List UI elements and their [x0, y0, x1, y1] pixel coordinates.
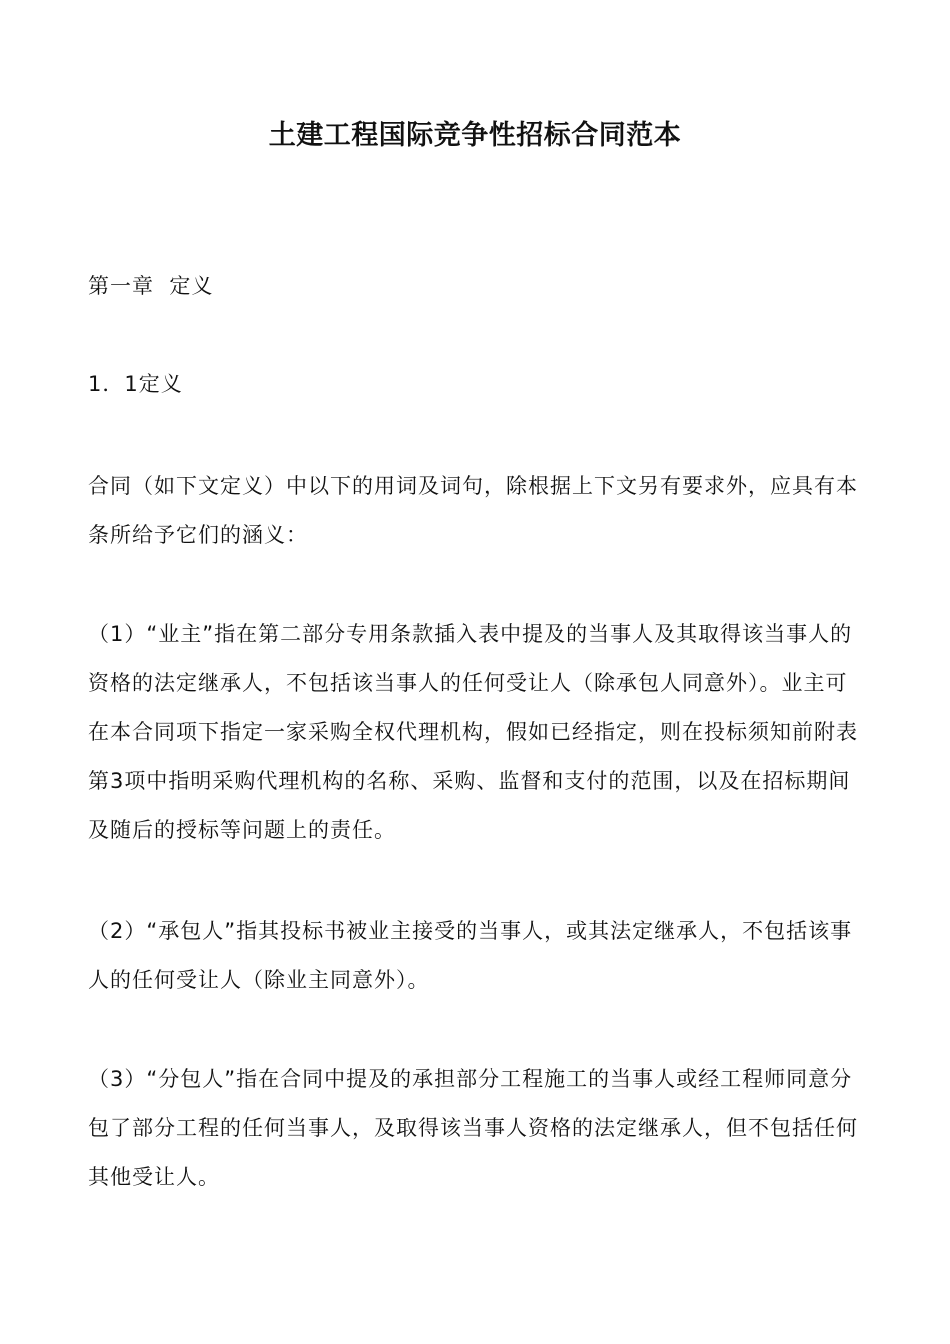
chapter-heading: 第一章 定义 — [88, 274, 214, 298]
definition-paragraph-subcontractor: （3）“分包人”指在合同中提及的承担部分工程施工的当事人或经工程师同意分包了部分工程的任何当事人，及取得该当事人资格的法定继承人，但不包括任何其他受让人。 — [88, 1067, 858, 1189]
document-title: 土建工程国际竞争性招标合同范本 — [268, 120, 682, 151]
intro-paragraph: 合同（如下文定义）中以下的用词及词句，除根据上下文另有要求外，应具有本条所给予它们的涵义： — [88, 474, 858, 547]
definition-paragraph-contractor: （2）“承包人”指其投标书被业主接受的当事人，或其法定继承人，不包括该事人的任何受让人（除业主同意外）。 — [88, 919, 853, 992]
definition-paragraph-owner: （1）“业主”指在第二部分专用条款插入表中提及的当事人及其取得该当事人的资格的法定继承人，不包括该当事人的任何受让人（除承包人同意外）。业主可在本合同项下指定一家采购全权代理机构，假如已经指定，则在投标须知前附表第3项中指明采购代理机构的名称、采购、监督和支付的范围，以及在招标期间及随后的授标等问题上的责任。 — [88, 622, 858, 842]
section-heading: 1．1定义 — [88, 372, 183, 396]
